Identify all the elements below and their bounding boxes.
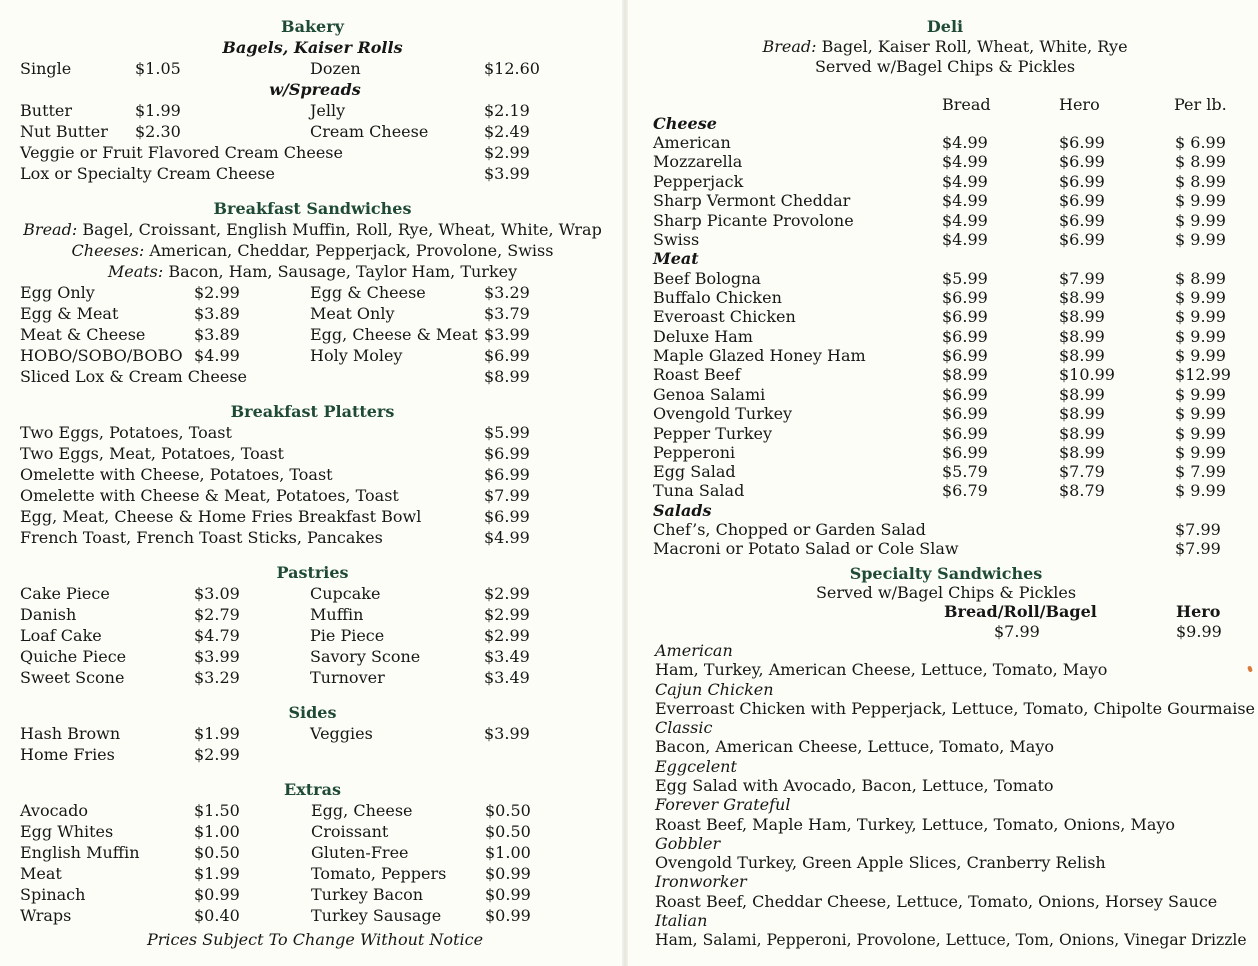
menu-item-name: French Toast, French Toast Sticks, Pancakes	[20, 528, 383, 547]
deli-bread-price: $8.99	[942, 365, 988, 384]
menu-item-name: Hash Brown	[20, 724, 121, 743]
deli-item-name: Ovengold Turkey	[653, 404, 793, 423]
deli-lb-price: $ 9.99	[1175, 424, 1226, 443]
deli-bread-price: $6.99	[942, 424, 988, 443]
menu-item-price: $7.99	[484, 486, 530, 505]
specialty-item-desc: Ham, Salami, Pepperoni, Provolone, Lettuce, Tom, Onions, Vinegar Drizzle	[655, 931, 1247, 949]
menu-item-price: $3.99	[484, 724, 530, 743]
deli-lb-price: $ 9.99	[1175, 191, 1226, 210]
menu-item-name: Danish	[20, 605, 77, 624]
menu-item-price: $3.89	[194, 325, 240, 344]
deli-bread-options	[630, 37, 1258, 57]
specialty-item-name: Classic	[655, 718, 713, 737]
menu-item-price: $2.99	[194, 283, 240, 302]
menu-item-name: HOBO/SOBO/BOBO	[20, 346, 183, 365]
specialty-item-desc: Everroast Chicken with Pepperjack, Lettuce, Tomato, Chipolte Gourmaise	[655, 699, 1256, 718]
deli-hero-price: $6.99	[1059, 172, 1105, 191]
menu-item-name: Loaf Cake	[20, 626, 102, 645]
specialty-item-name: American	[655, 641, 733, 660]
menu-item-name: Veggie or Fruit Flavored Cream Cheese	[20, 143, 343, 162]
menu-item-name: Egg, Cheese	[311, 801, 413, 820]
deli-bread-price: $6.99	[942, 443, 988, 462]
menu-item-name: Nut Butter	[20, 122, 108, 141]
menu-item-name: Cake Piece	[20, 584, 110, 603]
menu-item-price: $3.29	[484, 283, 530, 302]
deli-hero-price: $8.99	[1059, 443, 1105, 462]
menu-item-price: $4.99	[484, 528, 530, 547]
column-header-bread-roll-bagel: Bread/Roll/Bagel	[944, 602, 1097, 621]
salad-item-price: $7.99	[1175, 539, 1221, 558]
deli-lb-price: $ 9.99	[1175, 327, 1226, 346]
menu-item-name: Cupcake	[310, 584, 381, 603]
menu-item-price: $1.50	[194, 801, 240, 820]
deli-bread-price: $4.99	[942, 230, 988, 249]
salad-item-name: Chef’s, Chopped or Garden Salad	[653, 520, 926, 539]
specialty-sandwiches-heading: Specialty Sandwiches	[849, 564, 1043, 583]
extras-heading: Extras	[284, 780, 341, 799]
salad-item-name: Macroni or Potato Salad or Cole Slaw	[653, 539, 959, 558]
deli-item-name: Genoa Salami	[653, 385, 766, 404]
deli-lb-price: $ 9.99	[1175, 481, 1226, 500]
deli-lb-price: $ 7.99	[1175, 462, 1226, 481]
menu-item-name: Omelette with Cheese & Meat, Potatoes, Toast	[20, 486, 399, 505]
deli-bread-price: $4.99	[942, 152, 988, 171]
menu-item-price: $3.29	[194, 668, 240, 687]
column-header-hero: Hero	[1176, 602, 1221, 621]
menu-item-price: $0.99	[485, 906, 531, 925]
specialty-bread-price: $7.99	[994, 622, 1040, 641]
deli-item-name: Pepperjack	[653, 172, 744, 191]
deli-served-note: Served w/Bagel Chips & Pickles	[814, 57, 1076, 76]
meat-heading: Meat	[653, 249, 699, 268]
deli-item-name: Deluxe Ham	[653, 327, 753, 346]
specialty-item-name: Italian	[655, 911, 708, 930]
meats-label: Meats:	[107, 262, 164, 281]
deli-hero-price: $8.99	[1059, 346, 1105, 365]
meat-options	[0, 262, 625, 282]
menu-item-price: $0.99	[485, 885, 531, 904]
menu-item-name: Egg, Cheese & Meat	[310, 325, 478, 344]
salad-item-price: $7.99	[1175, 520, 1221, 539]
deli-bread-price: $6.99	[942, 307, 988, 326]
deli-item-name: Pepper Turkey	[653, 424, 773, 443]
menu-item-name: Tomato, Peppers	[311, 864, 447, 883]
deli-lb-price: $ 8.99	[1175, 269, 1226, 288]
specialty-item-name: Gobbler	[655, 834, 721, 853]
menu-item-name: Wraps	[20, 906, 72, 925]
breakfast-platters-heading: Breakfast Platters	[230, 402, 395, 421]
menu-item-price: $1.99	[135, 101, 181, 120]
menu-item-price: $2.49	[484, 122, 530, 141]
menu-item-name: Veggies	[310, 724, 373, 743]
specialty-item-name: Ironworker	[655, 872, 747, 891]
menu-item-name: Turkey Bacon	[311, 885, 424, 904]
menu-item-price: $2.19	[484, 101, 530, 120]
menu-item-price: $0.99	[194, 885, 240, 904]
deli-item-name: Roast Beef	[653, 365, 741, 384]
breakfast-sandwiches-heading: Breakfast Sandwiches	[213, 199, 412, 218]
deli-item-name: Maple Glazed Honey Ham	[653, 346, 866, 365]
menu-item-name: Egg, Meat, Cheese & Home Fries Breakfast Bowl	[20, 507, 422, 526]
menu-item-name: Two Eggs, Meat, Potatoes, Toast	[20, 444, 284, 463]
specialty-item-desc: Roast Beef, Maple Ham, Turkey, Lettuce, Tomato, Onions, Mayo	[655, 815, 1176, 834]
deli-lb-price: $ 9.99	[1175, 404, 1226, 423]
menu-item-price: $6.99	[484, 465, 530, 484]
deli-hero-price: $6.99	[1059, 152, 1105, 171]
deli-lb-price: $ 9.99	[1175, 230, 1226, 249]
salads-heading: Salads	[653, 501, 712, 520]
menu-item-name: Gluten-Free	[311, 843, 409, 862]
deli-item-name: Sharp Vermont Cheddar	[653, 191, 851, 210]
deli-item-name: Buffalo Chicken	[653, 288, 782, 307]
deli-item-name: Pepperoni	[653, 443, 736, 462]
specialty-item-name: Cajun Chicken	[655, 680, 774, 699]
menu-item-price: $0.50	[194, 843, 240, 862]
deli-lb-price: $ 9.99	[1175, 307, 1226, 326]
menu-item-name: Egg & Cheese	[310, 283, 426, 302]
deli-bread-price: $6.99	[942, 327, 988, 346]
menu-item-name: Turkey Sausage	[311, 906, 442, 925]
menu-item-name: Muffin	[310, 605, 364, 624]
sides-heading: Sides	[288, 703, 337, 722]
spreads-heading: w/Spreads	[269, 80, 361, 99]
menu-item-price: $3.99	[484, 164, 530, 183]
menu-item-name: Avocado	[20, 801, 88, 820]
deli-bread-price: $4.99	[942, 211, 988, 230]
menu-item-name: Quiche Piece	[20, 647, 127, 666]
price-disclaimer: Prices Subject To Change Without Notice	[146, 930, 484, 949]
menu-item-name: Jelly	[310, 101, 346, 120]
menu-item-name: Turnover	[310, 668, 385, 687]
deli-hero-price: $8.79	[1059, 481, 1105, 500]
deli-item-name: Swiss	[653, 230, 700, 249]
menu-item-price: $2.99	[484, 584, 530, 603]
menu-item-name: Egg & Meat	[20, 304, 119, 323]
cheeses-list: American, Cheddar, Pepperjack, Provolone, Swiss	[149, 241, 554, 260]
menu-item-price: $8.99	[484, 367, 530, 386]
deli-bread-list: Bagel, Kaiser Roll, Wheat, White, Rye	[821, 37, 1128, 56]
deli-item-name: Tuna Salad	[653, 481, 745, 500]
deli-bread-price: $6.99	[942, 288, 988, 307]
deli-hero-price: $6.99	[1059, 230, 1105, 249]
bakery-subheading: Bagels, Kaiser Rolls	[222, 38, 403, 57]
menu-item-price: $1.99	[194, 724, 240, 743]
menu-item-price: $6.99	[484, 507, 530, 526]
deli-hero-price: $8.99	[1059, 385, 1105, 404]
specialty-hero-price: $9.99	[1176, 622, 1222, 641]
menu-item-name: Dozen	[310, 59, 361, 78]
deli-hero-price: $7.79	[1059, 462, 1105, 481]
deli-hero-price: $8.99	[1059, 404, 1105, 423]
menu-item-price: $12.60	[484, 59, 540, 78]
deli-hero-price: $7.99	[1059, 269, 1105, 288]
menu-item-name: Omelette with Cheese, Potatoes, Toast	[20, 465, 333, 484]
menu-item-name: Egg Only	[20, 283, 95, 302]
page-fold-divider	[622, 0, 628, 966]
menu-item-price: $0.99	[485, 864, 531, 883]
menu-item-price: $0.50	[485, 801, 531, 820]
left-menu-page	[0, 0, 620, 966]
menu-item-price: $2.99	[484, 605, 530, 624]
menu-item-name: Lox or Specialty Cream Cheese	[20, 164, 276, 183]
specialty-item-name: Forever Grateful	[655, 795, 791, 814]
menu-item-name: Sweet Scone	[20, 668, 125, 687]
menu-item-name: Pie Piece	[310, 626, 385, 645]
deli-hero-price: $8.99	[1059, 307, 1105, 326]
deli-lb-price: $12.99	[1175, 365, 1231, 384]
menu-item-name: Spinach	[20, 885, 86, 904]
menu-item-name: Egg Whites	[20, 822, 114, 841]
menu-item-price: $2.30	[135, 122, 181, 141]
deli-bread-label: Bread:	[762, 37, 817, 56]
specialty-item-desc: Roast Beef, Cheddar Cheese, Lettuce, Tomato, Onions, Horsey Sauce	[655, 892, 1218, 911]
menu-item-price: $0.50	[485, 822, 531, 841]
deli-hero-price: $8.99	[1059, 288, 1105, 307]
deli-lb-price: $ 6.99	[1175, 133, 1226, 152]
menu-item-price: $3.89	[194, 304, 240, 323]
specialty-item-desc: Bacon, American Cheese, Lettuce, Tomato, Mayo	[655, 737, 1055, 756]
deli-item-name: American	[653, 133, 731, 152]
deli-hero-price: $8.99	[1059, 424, 1105, 443]
menu-item-price: $4.79	[194, 626, 240, 645]
menu-item-price: $2.79	[194, 605, 240, 624]
menu-item-price: $3.99	[484, 325, 530, 344]
deli-hero-price: $10.99	[1059, 365, 1115, 384]
menu-item-price: $1.05	[135, 59, 181, 78]
bread-label: Bread:	[23, 220, 78, 239]
deli-hero-price: $6.99	[1059, 211, 1105, 230]
specialty-item-desc: Ovengold Turkey, Green Apple Slices, Cranberry Relish	[655, 853, 1106, 872]
pastries-heading: Pastries	[276, 563, 349, 582]
cheese-heading: Cheese	[653, 114, 717, 133]
deli-item-name: Sharp Picante Provolone	[653, 211, 854, 230]
menu-item-name: Holy Moley	[310, 346, 403, 365]
deli-bread-price: $6.79	[942, 481, 988, 500]
deli-item-name: Egg Salad	[653, 462, 736, 481]
menu-item-price: $4.99	[194, 346, 240, 365]
cheese-options	[0, 241, 625, 261]
menu-item-price: $0.40	[194, 906, 240, 925]
deli-heading: Deli	[926, 17, 964, 36]
bread-options	[0, 220, 625, 240]
specialty-item-name: Eggcelent	[655, 757, 737, 776]
specialty-served-note: Served w/Bagel Chips & Pickles	[815, 583, 1077, 602]
menu-item-name: Meat & Cheese	[20, 325, 146, 344]
deli-item-name: Everoast Chicken	[653, 307, 796, 326]
deli-bread-price: $4.99	[942, 133, 988, 152]
deli-hero-price: $6.99	[1059, 191, 1105, 210]
menu-item-price: $6.99	[484, 346, 530, 365]
deli-lb-price: $ 9.99	[1175, 211, 1226, 230]
deli-lb-price: $ 9.99	[1175, 346, 1226, 365]
menu-item-price: $6.99	[484, 444, 530, 463]
deli-bread-price: $5.79	[942, 462, 988, 481]
deli-lb-price: $ 9.99	[1175, 385, 1226, 404]
menu-item-name: Croissant	[311, 822, 389, 841]
deli-bread-price: $4.99	[942, 191, 988, 210]
menu-item-price: $1.99	[194, 864, 240, 883]
deli-lb-price: $ 9.99	[1175, 443, 1226, 462]
menu-item-name: Cream Cheese	[310, 122, 429, 141]
deli-bread-price: $5.99	[942, 269, 988, 288]
deli-hero-price: $6.99	[1059, 133, 1105, 152]
meats-list: Bacon, Ham, Sausage, Taylor Ham, Turkey	[168, 262, 518, 281]
menu-item-price: $2.99	[484, 143, 530, 162]
deli-bread-price: $4.99	[942, 172, 988, 191]
menu-item-name: Two Eggs, Potatoes, Toast	[20, 423, 232, 442]
column-header-hero: Hero	[1059, 95, 1100, 114]
menu-item-name: Meat	[20, 864, 62, 883]
menu-item-name: Home Fries	[20, 745, 115, 764]
column-header-bread: Bread	[942, 95, 991, 114]
menu-item-price: $3.79	[484, 304, 530, 323]
right-menu-page	[630, 0, 1258, 966]
menu-item-name: Sliced Lox & Cream Cheese	[20, 367, 247, 386]
deli-lb-price: $ 9.99	[1175, 288, 1226, 307]
deli-hero-price: $8.99	[1059, 327, 1105, 346]
menu-item-price: $2.99	[194, 745, 240, 764]
column-header-per-lb: Per lb.	[1174, 95, 1227, 114]
deli-item-name: Mozzarella	[653, 152, 743, 171]
deli-lb-price: $ 8.99	[1175, 172, 1226, 191]
deli-bread-price: $6.99	[942, 385, 988, 404]
menu-item-name: Butter	[20, 101, 73, 120]
menu-item-price: $5.99	[484, 423, 530, 442]
menu-item-name: English Muffin	[20, 843, 140, 862]
menu-item-price: $2.99	[484, 626, 530, 645]
menu-item-name: Single	[20, 59, 72, 78]
deli-lb-price: $ 8.99	[1175, 152, 1226, 171]
menu-item-price: $1.00	[485, 843, 531, 862]
menu-item-price: $3.49	[484, 647, 530, 666]
deli-bread-price: $6.99	[942, 404, 988, 423]
bakery-heading: Bakery	[281, 17, 344, 36]
menu-item-price: $3.99	[194, 647, 240, 666]
menu-item-price: $1.00	[194, 822, 240, 841]
cheeses-label: Cheeses:	[71, 241, 145, 260]
specialty-item-desc: Egg Salad with Avocado, Bacon, Lettuce, Tomato	[655, 776, 1054, 795]
deli-item-name: Beef Bologna	[653, 269, 761, 288]
menu-item-price: $3.49	[484, 668, 530, 687]
specialty-item-desc: Ham, Turkey, American Cheese, Lettuce, Tomato, Mayo	[655, 660, 1108, 679]
menu-item-price: $3.09	[194, 584, 240, 603]
menu-item-name: Meat Only	[310, 304, 395, 323]
menu-item-name: Savory Scone	[310, 647, 421, 666]
deli-bread-price: $6.99	[942, 346, 988, 365]
bread-list: Bagel, Croissant, English Muffin, Roll, Rye, Wheat, White, Wrap	[82, 220, 602, 239]
